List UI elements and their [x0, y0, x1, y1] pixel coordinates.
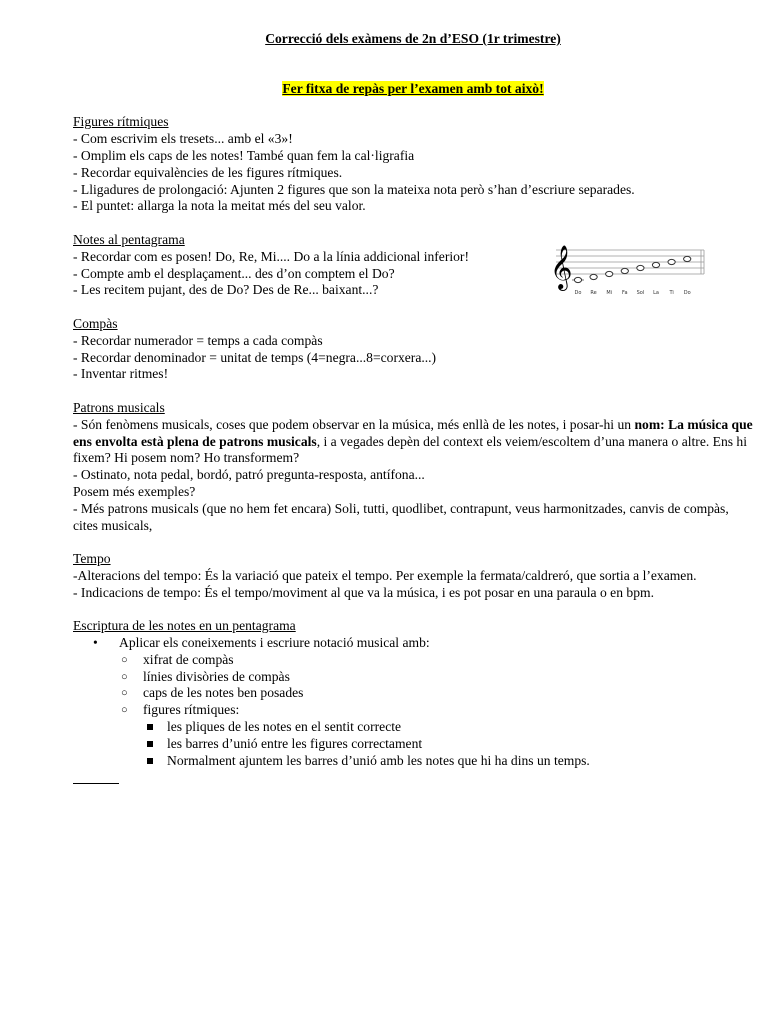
note-label: Re — [590, 290, 597, 296]
note-head — [574, 277, 581, 282]
note-label: Ti — [669, 290, 674, 296]
section-tempo — [73, 551, 753, 601]
text-line: -Alteracions del tempo: És la variació que pateix el tempo. Per exemple la fermata/caldreró, que sortia a l’examen. — [73, 567, 697, 583]
section-heading: Patrons musicals — [73, 399, 165, 415]
text-line: - Indicacions de tempo: És el tempo/moviment al que va la música, i es pot posar en una paraula o en bpm. — [73, 584, 654, 600]
list-item: les pliques de les notes en el sentit correcte — [143, 719, 753, 736]
end-rule — [73, 771, 119, 784]
text-span: , i a vegades depèn del context els veiem/escoltem d’una manera o altre. Ens hi fixem? Hi posem nom? Ho transformem? — [73, 433, 748, 466]
document-page — [73, 31, 753, 784]
section-heading: Escriptura de les notes en un pentagrama — [73, 618, 296, 634]
text-paragraph — [73, 417, 753, 467]
text-line: - Recordar denominador = unitat de temps (4=negra...8=corxera...) — [73, 349, 437, 365]
note-head — [668, 259, 675, 264]
text-line: - Més patrons musicals (que no hem fet encara) Soli, tutti, quodlibet, contrapunt, veus harmonitzades, canvis de compàs, cites musicals, — [73, 500, 729, 533]
text-line: - Les recitem pujant, des de Do? Des de Re... baixant...? — [73, 282, 379, 298]
bullet-list — [73, 635, 753, 769]
list-item: ○ línies divisòries de compàs — [119, 669, 753, 686]
section-escriptura — [73, 618, 753, 784]
text-line: - Recordar numerador = temps a cada compàs — [73, 332, 323, 348]
list-item: ○ xifrat de compàs — [119, 652, 753, 669]
note-head — [606, 271, 613, 276]
text-line: - Omplim els caps de les notes! També quan fem la cal·ligrafia — [73, 147, 415, 163]
section-heading: Compàs — [73, 315, 118, 331]
note-label: Fa — [622, 290, 628, 296]
text-line: Posem més exemples? — [73, 483, 196, 499]
text-span: - Són fenòmens musicals, coses que podem observar en la música, més enllà de les notes, i posar-hi un — [73, 416, 635, 432]
list-item: les barres d’unió entre les figures correctament — [143, 736, 753, 753]
note-label: Do — [574, 290, 582, 296]
treble-clef-icon: 𝄞 — [550, 245, 573, 289]
section-heading: Tempo — [73, 551, 111, 567]
bold-text: nom: — [634, 416, 665, 432]
note-head — [684, 256, 691, 261]
sub-sub-list — [143, 719, 753, 769]
section-patrons — [73, 400, 753, 534]
note-head — [637, 265, 644, 270]
list-item-text: figures rítmiques: — [143, 702, 240, 718]
note-label: La — [653, 290, 659, 296]
section-heading: Figures rítmiques — [73, 114, 169, 130]
note-labels — [575, 290, 691, 296]
note-heads — [572, 256, 691, 282]
text-line: - Recordar com es posen! Do, Re, Mi.... Do a la línia addicional inferior! — [73, 248, 469, 264]
note-label: Do — [683, 290, 691, 296]
list-item: Normalment ajuntem les barres d’unió amb les notes que hi ha dins un temps. — [143, 753, 753, 770]
text-line: - Recordar equivalències de les figures rítmiques. — [73, 164, 343, 180]
list-item-text: Aplicar els coneixements i escriure notació musical amb: — [119, 635, 430, 651]
text-line: - Ostinato, nota pedal, bordó, patró pregunta-resposta, antífona... — [73, 467, 425, 483]
bold-text: La música que ens envolta està plena de patrons musicals — [73, 416, 753, 449]
text-line: - El puntet: allarga la nota la meitat més del seu valor. — [73, 198, 366, 214]
note-head — [621, 268, 628, 273]
page-title: Correcció dels exàmens de 2n d’ESO (1r trimestre) — [265, 31, 561, 46]
highlight-text: Fer fitxa de repàs per l’examen amb tot això! — [282, 80, 544, 96]
staff-image — [548, 238, 706, 298]
staff-lines — [556, 250, 704, 274]
list-item — [73, 635, 753, 769]
note-head — [590, 274, 597, 279]
text-line: - Lligadures de prolongació: Ajunten 2 figures que son la mateixa nota però s’han d’escriure separades. — [73, 181, 635, 197]
list-item: ○ caps de les notes ben posades — [119, 685, 753, 702]
section-compas — [73, 316, 753, 383]
list-item — [119, 702, 753, 769]
note-label: Mi — [606, 290, 613, 296]
sub-list — [119, 652, 753, 770]
note-head — [652, 262, 659, 267]
highlight-note — [73, 81, 753, 98]
text-line: - Com escrivim els tresets... amb el «3»! — [73, 131, 293, 147]
note-label: Sol — [636, 290, 645, 296]
text-line: - Inventar ritmes! — [73, 366, 169, 382]
section-heading: Notes al pentagrama — [73, 231, 185, 247]
section-figures — [73, 114, 753, 215]
text-line: - Compte amb el desplaçament... des d’on comptem el Do? — [73, 265, 395, 281]
